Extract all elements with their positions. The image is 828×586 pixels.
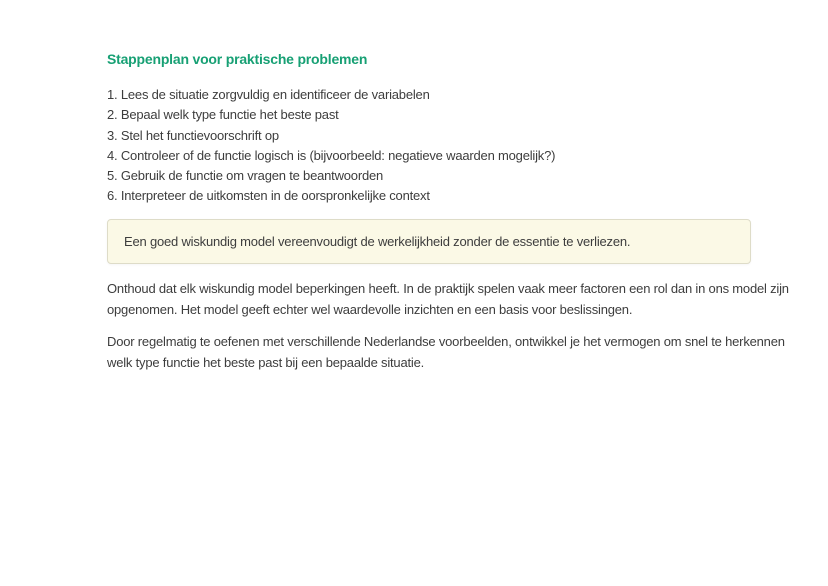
- steps-list: [107, 85, 751, 207]
- paragraph-line: Door regelmatig te oefenen met verschillende Nederlandse voorbeelden, ontwikkel je het vermogen om snel te herkennen: [107, 333, 785, 349]
- step-item: 6. Interpreteer de uitkomsten in de oorspronkelijke context: [107, 188, 430, 204]
- paragraph-line: Onthoud dat elk wiskundig model beperkingen heeft. In de praktijk spelen vaak meer factoren een rol dan in ons model zijn: [107, 280, 789, 296]
- paragraph-line: welk type functie het beste past bij een bepaalde situatie.: [107, 354, 425, 370]
- step-item: 5. Gebruik de functie om vragen te beantwoorden: [107, 168, 384, 184]
- section-heading: Stappenplan voor praktische problemen: [107, 51, 368, 67]
- callout-box: [107, 219, 751, 264]
- paragraph: [107, 278, 789, 320]
- paragraph-line: opgenomen. Het model geeft echter wel waardevolle inzichten en een basis voor beslissingen.: [107, 301, 633, 317]
- step-item: 1. Lees de situatie zorgvuldig en identificeer de variabelen: [107, 87, 430, 102]
- document-body: [107, 50, 789, 384]
- step-item: 3. Stel het functievoorschrift op: [107, 127, 279, 143]
- step-item: 4. Controleer of de functie logisch is (bijvoorbeeld: negatieve waarden mogelijk?): [107, 147, 556, 163]
- callout-text: Een goed wiskundig model vereenvoudigt de werkelijkheid zonder de essentie te verliezen.: [124, 233, 631, 249]
- paragraph: [107, 331, 785, 373]
- step-item: 2. Bepaal welk type functie het beste past: [107, 107, 339, 123]
